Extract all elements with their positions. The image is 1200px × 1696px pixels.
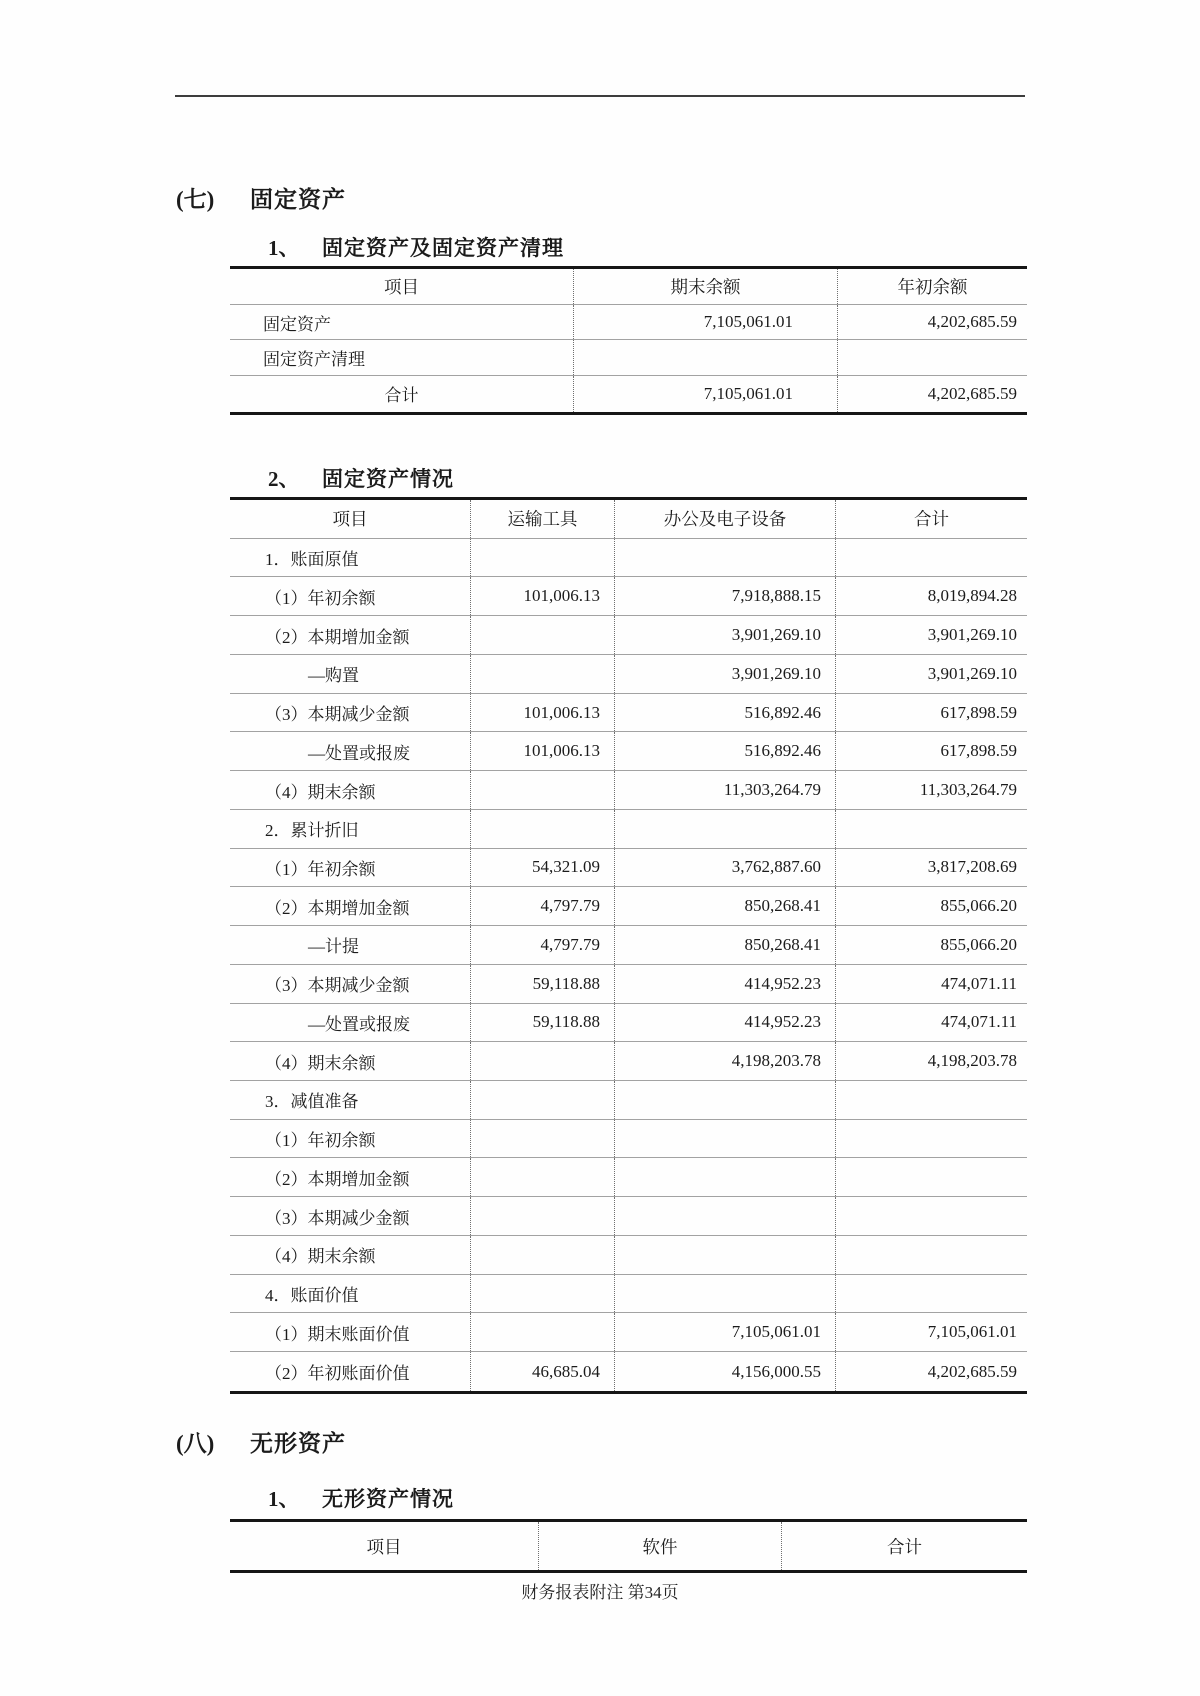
row-label: （1）年初余额 — [265, 588, 376, 608]
column-header: 项目 — [332, 509, 368, 530]
amount-cell: 474,071.11 — [835, 965, 1027, 1003]
row-label: （1）年初余额 — [265, 859, 376, 879]
page-footer: 财务报表附注 第34页 — [521, 1583, 679, 1602]
column-header: 期末余额 — [573, 269, 837, 304]
section-7-index: (七) — [176, 187, 215, 212]
fixed-assets-detail-table — [230, 497, 1027, 1394]
amount-cell: 4,156,000.55 — [614, 1352, 835, 1391]
table-row — [230, 376, 1027, 412]
table-row — [230, 539, 1027, 578]
table-row — [230, 616, 1027, 655]
row-label: —处置或报废 — [308, 1014, 410, 1034]
table-row — [230, 1197, 1027, 1236]
amount-cell — [470, 810, 614, 848]
amount-cell: 11,303,264.79 — [614, 771, 835, 809]
amount-cell: 8,019,894.28 — [835, 577, 1027, 615]
section-7-heading — [176, 186, 346, 214]
subsection-7-2-heading — [268, 466, 454, 492]
amount-cell — [470, 771, 614, 809]
column-header: 办公及电子设备 — [614, 500, 835, 538]
section-8-title: 无形资产 — [250, 1431, 346, 1456]
subsection-8-1-index: 1、 — [268, 1487, 300, 1511]
amount-cell: 516,892.46 — [614, 732, 835, 770]
amount-cell — [470, 1042, 614, 1080]
row-label: 2．累计折旧 — [265, 821, 359, 841]
row-label: （1）年初余额 — [265, 1131, 376, 1151]
row-label: 固定资产清理 — [263, 350, 365, 370]
table-row — [230, 655, 1027, 694]
amount-cell: 101,006.13 — [470, 577, 614, 615]
subsection-7-2-title: 固定资产情况 — [322, 467, 454, 491]
row-label: 4．账面价值 — [265, 1286, 359, 1306]
row-label: （4）期末余额 — [265, 1053, 376, 1073]
amount-cell: 3,901,269.10 — [614, 616, 835, 654]
amount-cell: 101,006.13 — [470, 694, 614, 732]
table-header-row — [230, 1522, 1027, 1570]
amount-cell — [614, 1275, 835, 1313]
amount-cell — [470, 616, 614, 654]
column-header: 年初余额 — [837, 269, 1027, 304]
column-header: 项目 — [366, 1536, 402, 1557]
subsection-7-1-heading — [268, 235, 564, 261]
table-row — [230, 1158, 1027, 1197]
fixed-assets-summary-table — [230, 266, 1027, 415]
amount-cell — [837, 340, 1027, 375]
intangible-assets-table — [230, 1519, 1027, 1573]
row-label: 3．减值准备 — [265, 1092, 359, 1112]
amount-cell — [470, 655, 614, 693]
table-row — [230, 849, 1027, 888]
row-label: （3）本期减少金额 — [265, 1208, 410, 1228]
table-row — [230, 1042, 1027, 1081]
row-label: （3）本期减少金额 — [265, 705, 410, 725]
table-row — [230, 1236, 1027, 1275]
row-label: —处置或报废 — [308, 743, 410, 763]
amount-cell: 7,105,061.01 — [573, 376, 837, 412]
table-row — [230, 1313, 1027, 1352]
row-label: （1）期末账面价值 — [265, 1324, 410, 1344]
amount-cell: 855,066.20 — [835, 887, 1027, 925]
amount-cell — [835, 539, 1027, 577]
amount-cell: 7,105,061.01 — [835, 1313, 1027, 1351]
amount-cell: 7,105,061.01 — [614, 1313, 835, 1351]
table-header-row — [230, 269, 1027, 305]
column-header: 运输工具 — [470, 500, 614, 538]
amount-cell: 3,901,269.10 — [835, 655, 1027, 693]
row-label: （2）本期增加金额 — [265, 898, 410, 918]
amount-cell: 850,268.41 — [614, 887, 835, 925]
amount-cell: 101,006.13 — [470, 732, 614, 770]
amount-cell: 11,303,264.79 — [835, 771, 1027, 809]
amount-cell: 3,901,269.10 — [835, 616, 1027, 654]
amount-cell: 4,202,685.59 — [837, 376, 1027, 412]
table-row — [230, 1352, 1027, 1391]
section-8-heading — [176, 1430, 346, 1458]
section-8-index: (八) — [176, 1431, 215, 1456]
row-label: —购置 — [308, 666, 359, 686]
header-rule — [175, 95, 1025, 97]
amount-cell — [835, 1158, 1027, 1196]
amount-cell — [614, 1158, 835, 1196]
amount-cell: 4,797.79 — [470, 887, 614, 925]
amount-cell — [470, 1275, 614, 1313]
amount-cell: 59,118.88 — [470, 1004, 614, 1042]
amount-cell — [614, 539, 835, 577]
table-row — [230, 887, 1027, 926]
row-label: 1．账面原值 — [265, 550, 359, 570]
subsection-8-1-heading — [268, 1486, 454, 1512]
row-label: （2）本期增加金额 — [265, 1169, 410, 1189]
amount-cell: 7,918,888.15 — [614, 577, 835, 615]
amount-cell: 59,118.88 — [470, 965, 614, 1003]
amount-cell: 617,898.59 — [835, 694, 1027, 732]
amount-cell: 3,901,269.10 — [614, 655, 835, 693]
section-7-title: 固定资产 — [250, 187, 346, 212]
subsection-7-2-index: 2、 — [268, 467, 300, 491]
table-header-row — [230, 500, 1027, 539]
table-row — [230, 810, 1027, 849]
row-label: （4）期末余额 — [265, 782, 376, 802]
row-label: 合计 — [384, 386, 419, 406]
amount-cell: 855,066.20 — [835, 926, 1027, 964]
amount-cell — [614, 1120, 835, 1158]
subsection-7-1-title: 固定资产及固定资产清理 — [322, 236, 564, 260]
amount-cell — [470, 1081, 614, 1119]
amount-cell: 850,268.41 — [614, 926, 835, 964]
amount-cell: 3,762,887.60 — [614, 849, 835, 887]
amount-cell — [614, 1197, 835, 1235]
amount-cell — [614, 1236, 835, 1274]
amount-cell: 4,797.79 — [470, 926, 614, 964]
amount-cell — [835, 1197, 1027, 1235]
amount-cell — [470, 539, 614, 577]
column-header: 软件 — [538, 1522, 781, 1570]
amount-cell: 4,202,685.59 — [835, 1352, 1027, 1391]
row-label: （3）本期减少金额 — [265, 976, 410, 996]
amount-cell: 7,105,061.01 — [573, 305, 837, 340]
row-label: （4）期末余额 — [265, 1247, 376, 1267]
table-row — [230, 694, 1027, 733]
amount-cell — [835, 1275, 1027, 1313]
table-row — [230, 1081, 1027, 1120]
amount-cell: 4,198,203.78 — [835, 1042, 1027, 1080]
table-row — [230, 1275, 1027, 1314]
amount-cell — [573, 340, 837, 375]
table-row — [230, 305, 1027, 341]
row-label: （2）年初账面价值 — [265, 1364, 410, 1384]
amount-cell — [470, 1120, 614, 1158]
amount-cell: 516,892.46 — [614, 694, 835, 732]
table-row — [230, 340, 1027, 376]
table-row — [230, 1004, 1027, 1043]
amount-cell — [614, 1081, 835, 1119]
column-header: 项目 — [384, 276, 419, 297]
row-label: 固定资产 — [263, 314, 331, 334]
amount-cell — [614, 810, 835, 848]
subsection-8-1-title: 无形资产情况 — [322, 1487, 454, 1511]
table-row — [230, 1120, 1027, 1159]
subsection-7-1-index: 1、 — [268, 236, 300, 260]
amount-cell — [835, 1236, 1027, 1274]
table-row — [230, 965, 1027, 1004]
amount-cell: 474,071.11 — [835, 1004, 1027, 1042]
amount-cell: 414,952.23 — [614, 965, 835, 1003]
table-row — [230, 771, 1027, 810]
column-header: 合计 — [835, 500, 1027, 538]
table-row — [230, 732, 1027, 771]
amount-cell: 46,685.04 — [470, 1352, 614, 1391]
amount-cell: 414,952.23 — [614, 1004, 835, 1042]
amount-cell: 3,817,208.69 — [835, 849, 1027, 887]
row-label: —计提 — [308, 937, 359, 957]
amount-cell — [470, 1313, 614, 1351]
amount-cell — [835, 1120, 1027, 1158]
amount-cell — [835, 1081, 1027, 1119]
amount-cell — [835, 810, 1027, 848]
amount-cell: 4,198,203.78 — [614, 1042, 835, 1080]
row-label: （2）本期增加金额 — [265, 627, 410, 647]
amount-cell: 4,202,685.59 — [837, 305, 1027, 340]
amount-cell: 54,321.09 — [470, 849, 614, 887]
table-row — [230, 577, 1027, 616]
amount-cell — [470, 1158, 614, 1196]
amount-cell: 617,898.59 — [835, 732, 1027, 770]
amount-cell — [470, 1236, 614, 1274]
column-header: 合计 — [781, 1522, 1027, 1570]
table-row — [230, 926, 1027, 965]
amount-cell — [470, 1197, 614, 1235]
